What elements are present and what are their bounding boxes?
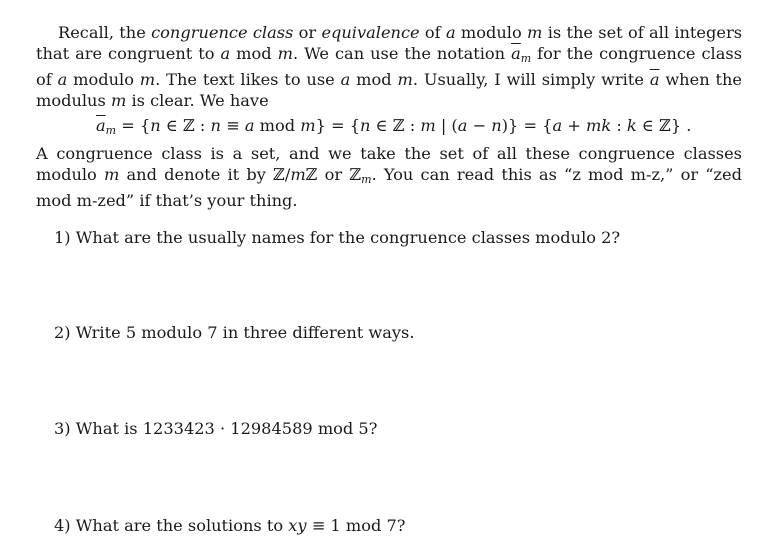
text-run: is clear. We have [126, 91, 269, 110]
display-equation [36, 115, 742, 141]
question-text: 2) Write 5 modulo 7 in three different ways. [54, 323, 415, 342]
text-run: . Usually, I will simply write [412, 70, 650, 89]
text-run: . We can use the notation [292, 44, 512, 63]
question-3 [54, 419, 377, 438]
math-var: a [552, 116, 563, 135]
question-2 [54, 323, 415, 342]
math-symbol: and denote it by ℤ/ [119, 165, 291, 184]
math-overline-var: $\overline{a}$ [511, 44, 521, 63]
math-subscript: m [105, 124, 117, 137]
math-symbol: mod [254, 116, 301, 135]
intro-paragraph [36, 22, 742, 111]
text-run: modulo [455, 23, 528, 42]
text-run: . The text likes to use [155, 70, 341, 89]
math-symbol: ∈ ℤ} . [636, 116, 692, 135]
math-var: m [420, 116, 436, 135]
math-var: k [626, 116, 637, 135]
text-run: Recall, the [58, 23, 152, 42]
text-run: modulo [67, 70, 140, 89]
math-overline-var: $\overline{a}$ [96, 116, 106, 135]
term-congruence-class: congruence class [151, 23, 294, 42]
math-symbol: } = { [315, 116, 361, 135]
term-equivalence: equivalence [321, 23, 420, 42]
question-text: 3) What is 1233423 · 12984589 mod 5? [54, 419, 378, 438]
math-subscript: m [520, 52, 532, 65]
question-text: ≡ 1 mod 7? [306, 516, 406, 535]
math-symbol: = { [116, 116, 151, 135]
math-symbol: ∈ ℤ : [160, 116, 211, 135]
math-var: a [457, 116, 468, 135]
math-var: a [340, 70, 351, 89]
congruence-set-paragraph [36, 143, 742, 211]
math-var: m [290, 165, 306, 184]
question-4 [54, 516, 405, 535]
text-run: or [293, 23, 322, 42]
math-var: a [57, 70, 68, 89]
math-var: a [220, 44, 231, 63]
text-run: mod [350, 70, 398, 89]
math-var: m [139, 70, 156, 89]
math-var: a [445, 23, 456, 42]
math-overline-var: $\overline{a}$ [649, 70, 660, 89]
math-var: m [103, 165, 120, 184]
math-var: n [360, 116, 371, 135]
math-symbol: )} = { [501, 116, 553, 135]
math-var: n [491, 116, 502, 135]
math-var: m [300, 116, 316, 135]
math-symbol: ∈ ℤ : [370, 116, 421, 135]
text-run: A congruence class is a set, and we take the set of all these congruence classes modulo [36, 144, 742, 184]
math-var: n [150, 116, 161, 135]
math-var: a [244, 116, 255, 135]
math-symbol: + [562, 116, 586, 135]
math-var: xy [288, 516, 307, 535]
math-var: mk [586, 116, 612, 135]
math-subscript: m [361, 173, 372, 186]
math-var: m [397, 70, 413, 89]
text-run: when the modulus [36, 70, 742, 110]
math-var: n [210, 116, 221, 135]
math-symbol: | ( [435, 116, 458, 135]
math-var: m [527, 23, 543, 42]
math-symbol: : [611, 116, 627, 135]
text-run: . You can read this as “z mod m-z,” or “zed mod m-zed” if that’s your thing. [36, 165, 742, 210]
document-body [36, 22, 742, 211]
math-symbol: ℤ or ℤ [305, 165, 362, 184]
question-text: 4) What are the solutions to [54, 516, 289, 535]
text-run: of [419, 23, 446, 42]
math-symbol: ≡ [220, 116, 245, 135]
math-var: m [277, 44, 293, 63]
text-run: is the set of all integers that are congruent to [36, 23, 742, 63]
question-1 [54, 228, 620, 247]
math-var: m [110, 91, 127, 110]
question-text: 1) What are the usually names for the congruence classes modulo 2? [54, 228, 621, 247]
text-run: mod [230, 44, 278, 63]
text-run: for the congruence class of [36, 44, 742, 89]
math-symbol: − [467, 116, 492, 135]
